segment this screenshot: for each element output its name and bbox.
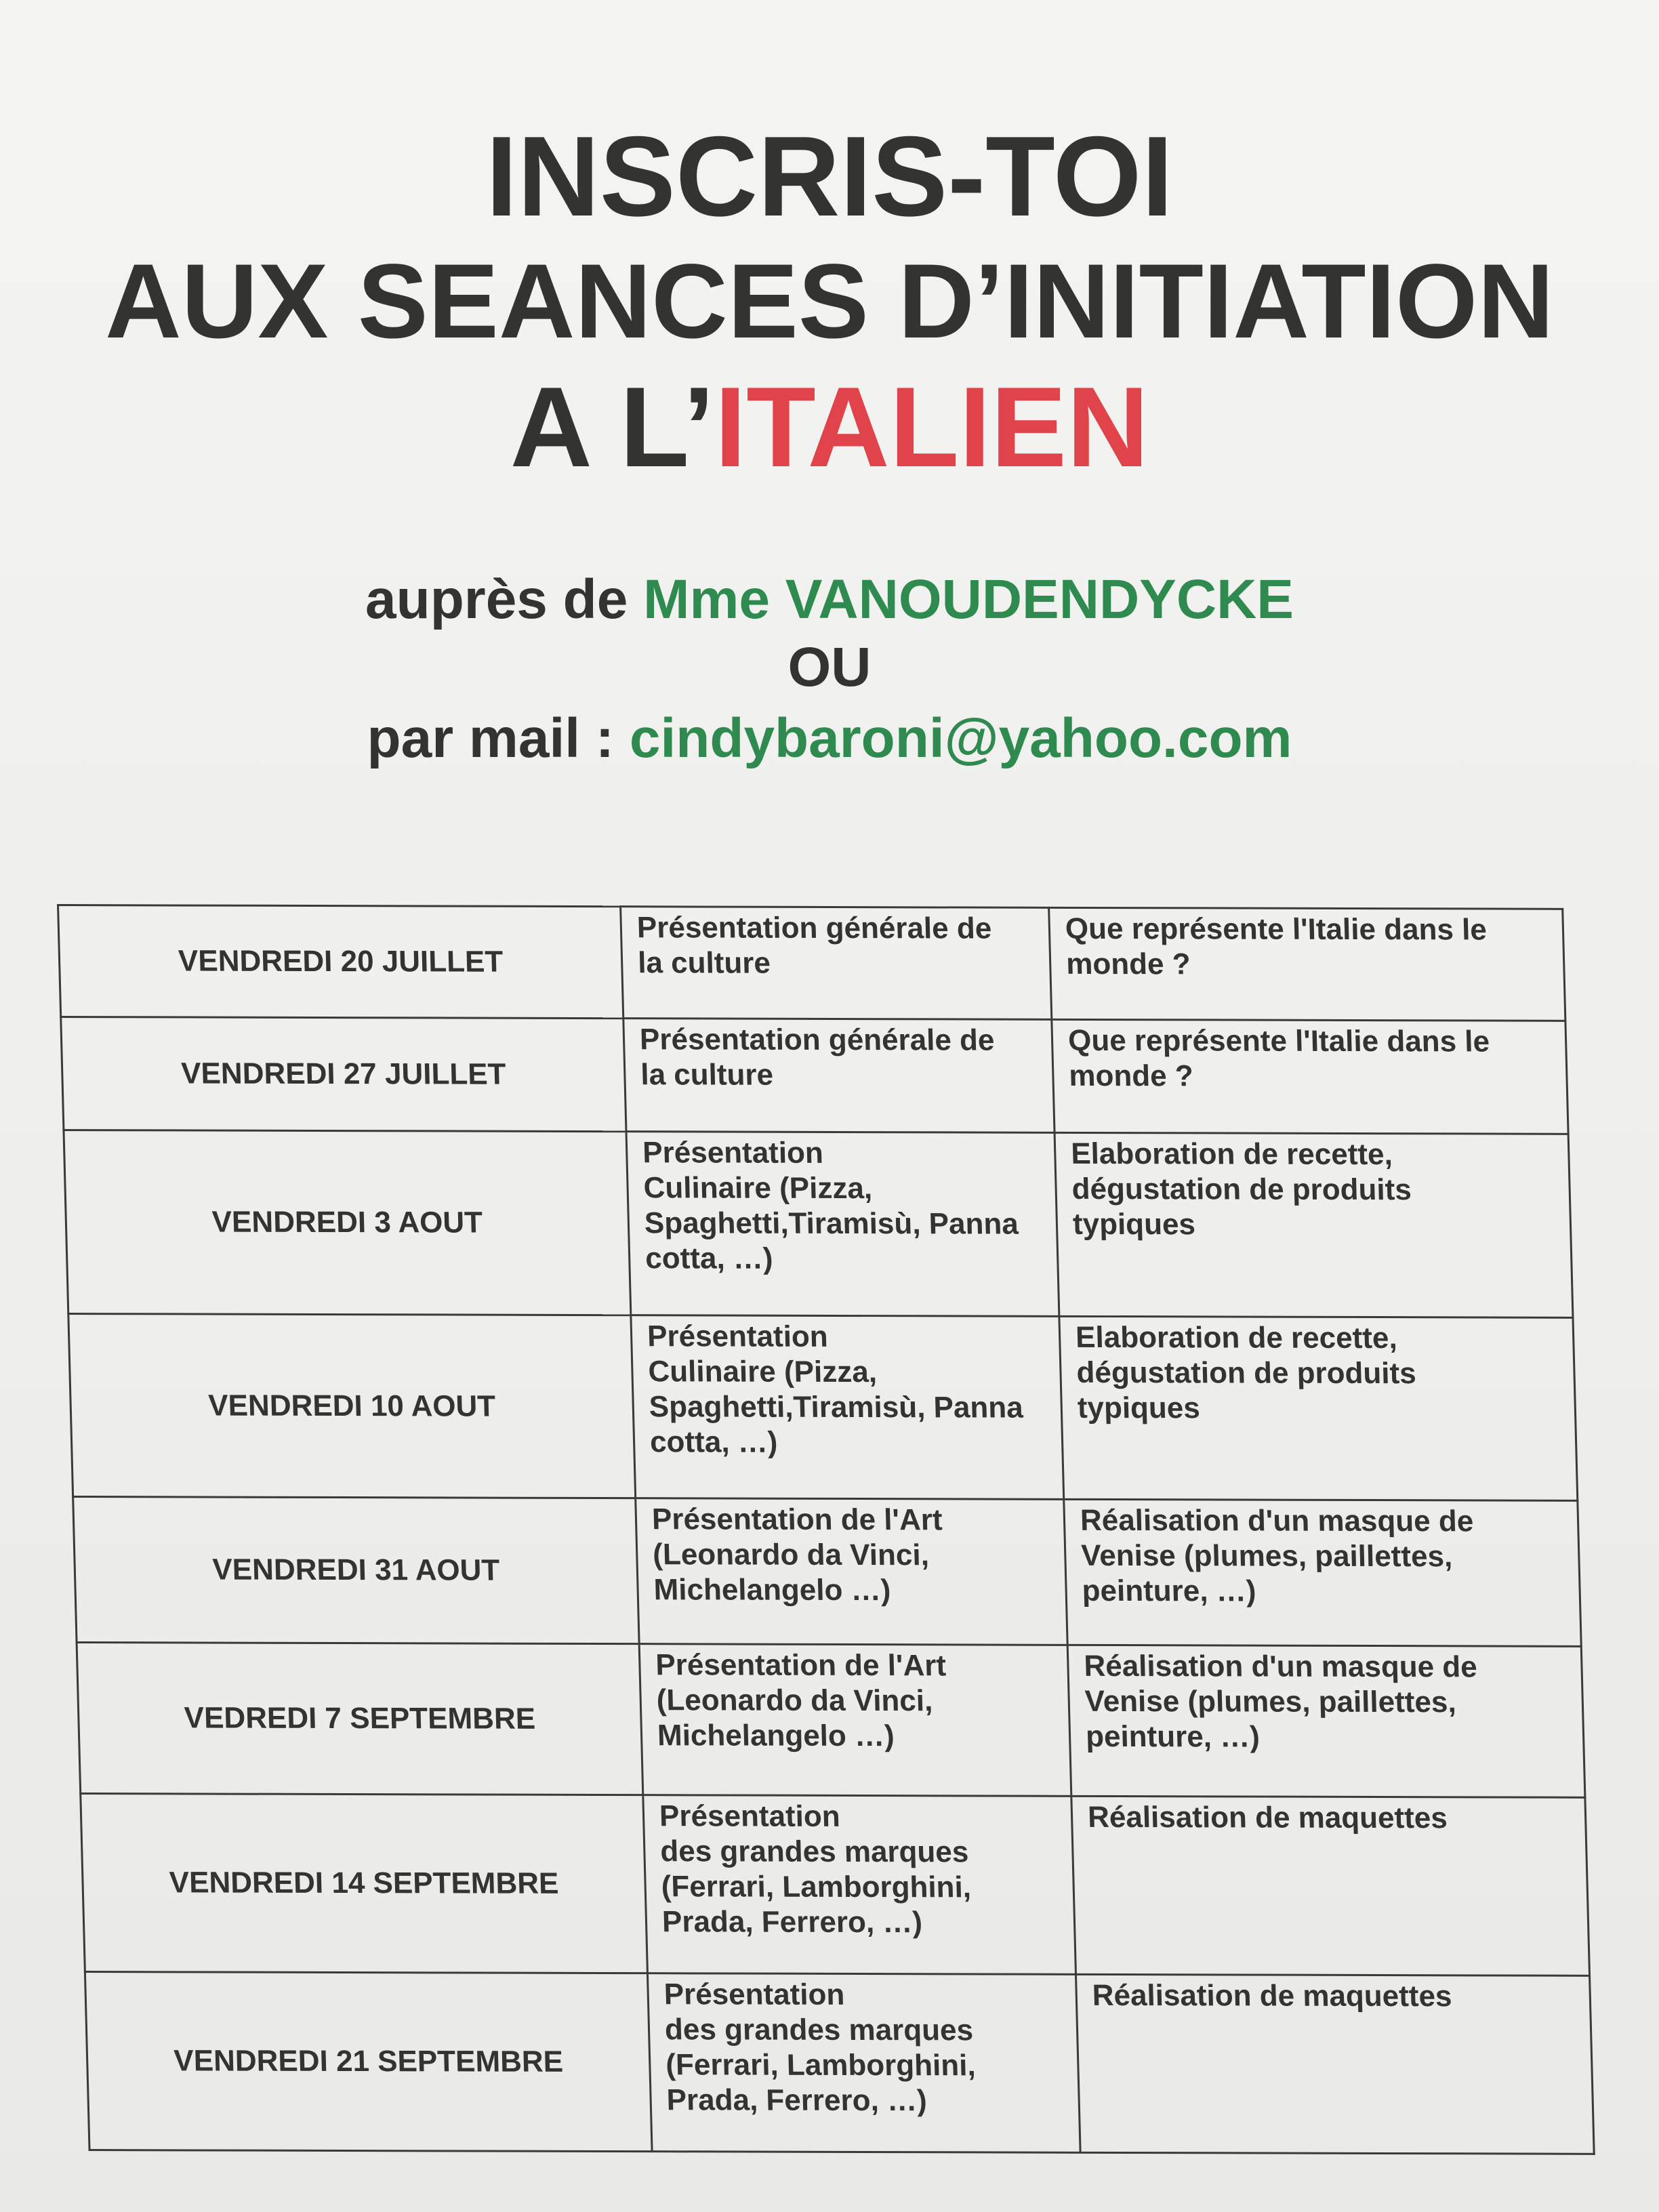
teacher-name: Mme VANOUDENDYCKE <box>643 569 1294 630</box>
session-date: VEDREDI 7 SEPTEMBRE <box>77 1643 643 1795</box>
session-topic: Présentation des grandes marques (Ferrari, Lamborghini, Prada, Ferrero, …) <box>647 1973 1080 2153</box>
session-activity: Elaboration de recette, dégustation de produits typiques <box>1059 1316 1578 1500</box>
session-activity: Réalisation de maquettes <box>1071 1796 1590 1975</box>
table-row <box>68 1314 1578 1501</box>
contact-or: OU <box>787 636 872 698</box>
session-date: VENDREDI 10 AOUT <box>68 1314 636 1498</box>
session-topic: Présentation générale de la culture <box>621 907 1052 1020</box>
session-date: VENDREDI 21 SEPTEMBRE <box>85 1971 652 2151</box>
session-activity: Que représente l'Italie dans le monde ? <box>1049 907 1565 1021</box>
table-row <box>77 1643 1585 1798</box>
mail-prefix: par mail : <box>367 708 630 769</box>
session-date: VENDREDI 20 JUILLET <box>58 905 623 1019</box>
contact-email-line <box>0 705 1659 773</box>
contact-email: cindybaroni@yahoo.com <box>629 708 1292 769</box>
table-row <box>58 905 1565 1021</box>
session-topic: Présentation de l'Art (Leonardo da Vinci, Michelangelo …) <box>639 1644 1071 1797</box>
session-activity: Réalisation d'un masque de Venise (plumes, paillettes, peinture, …) <box>1064 1499 1581 1646</box>
contact-prefix: auprès de <box>365 569 644 630</box>
session-activity: Réalisation de maquettes <box>1076 1974 1594 2154</box>
session-topic: Présentation Culinaire (Pizza, Spaghetti,Tiramisù, Panna cotta, …) <box>631 1315 1064 1500</box>
table-row <box>73 1497 1582 1647</box>
table-row <box>64 1130 1573 1318</box>
contact-teacher-line <box>0 566 1659 634</box>
session-date: VENDREDI 14 SEPTEMBRE <box>81 1793 648 1973</box>
headline-line-3-prefix: A L’ <box>510 363 715 491</box>
table-row <box>81 1793 1590 1975</box>
table-row <box>85 1971 1594 2154</box>
session-date: VENDREDI 3 AOUT <box>64 1130 631 1315</box>
schedule-table <box>57 904 1595 2155</box>
headline-line-2: AUX SEANCES D’INITIATION <box>105 243 1554 361</box>
headline-line-3 <box>0 363 1659 491</box>
session-activity: Elaboration de recette, dégustation de produits typiques <box>1054 1132 1573 1317</box>
session-topic: Présentation des grandes marques (Ferrari, Lamborghini, Prada, Ferrero, …) <box>643 1795 1076 1975</box>
session-date: VENDREDI 27 JUILLET <box>61 1017 626 1132</box>
headline-line-1: INSCRIS-TOI <box>485 112 1174 240</box>
session-topic: Présentation de l'Art (Leonardo da Vinci, Michelangelo …) <box>636 1498 1067 1645</box>
session-topic: Présentation générale de la culture <box>623 1019 1054 1133</box>
session-activity: Que représente l'Italie dans le monde ? <box>1052 1019 1568 1134</box>
session-topic: Présentation Culinaire (Pizza, Spaghetti,Tiramisù, Panna cotta, …) <box>626 1132 1059 1317</box>
session-date: VENDREDI 31 AOUT <box>73 1497 640 1644</box>
headline-highlight-italien: ITALIEN <box>714 363 1149 491</box>
table-row <box>61 1017 1568 1134</box>
session-activity: Réalisation d'un masque de Venise (plumes, paillettes, peinture, …) <box>1067 1645 1585 1797</box>
